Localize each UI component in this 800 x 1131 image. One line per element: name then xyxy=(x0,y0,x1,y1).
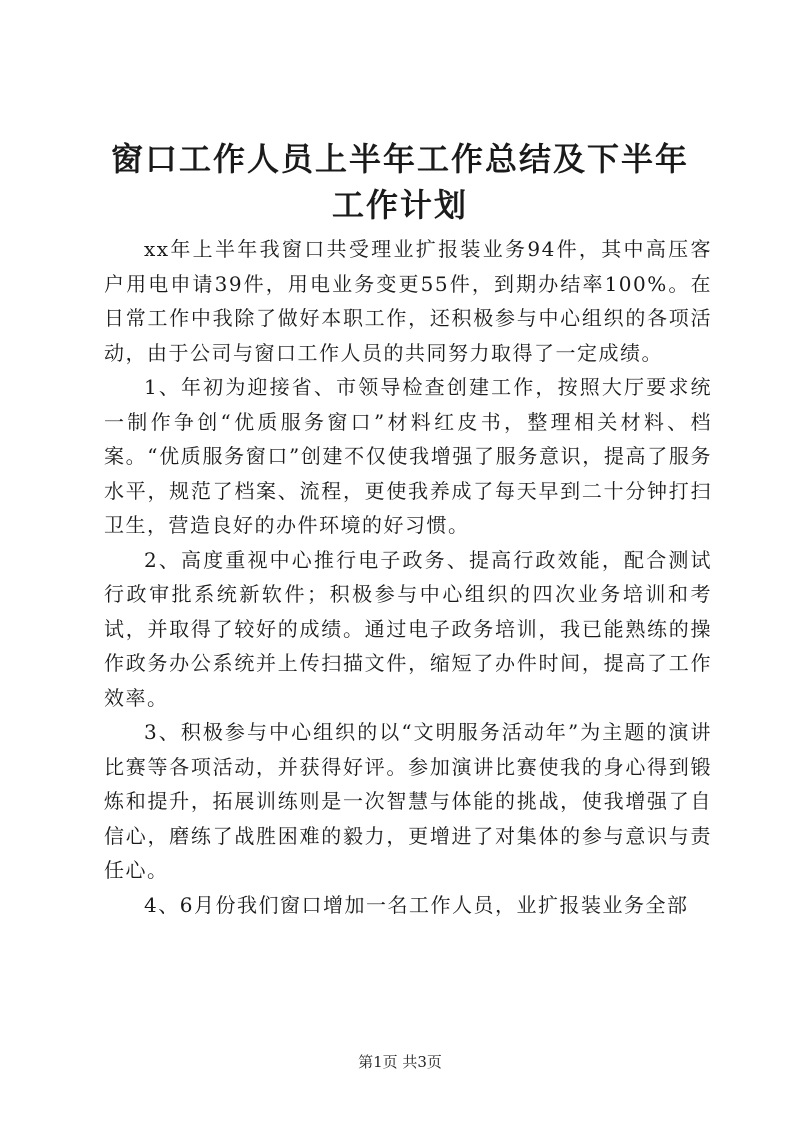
paragraph-item-2: 2、高度重视中心推行电子政务、提高行政效能，配合测试行政审批系统新软件；积极参与中心组织的四次业务培训和考试，并取得了较好的成绩。通过电子政务培训，我已能熟练的操作政务办公系统并上传扫描文件，缩短了办件时间，提高了工作效率。 xyxy=(104,547,712,710)
page-number-footer: 第1页 共3页 xyxy=(358,1053,442,1071)
paragraph-item-4: 4、6月份我们窗口增加一名工作人员，业扩报装业务全部 xyxy=(144,892,689,917)
paragraph-item-1: 1、年初为迎接省、市领导检查创建工作，按照大厅要求统一制作争创“优质服务窗口”材料红皮书，整理相关材料、档案。“优质服务窗口”创建不仅使我增强了服务意识，提高了服务水平，规范了档案、流程，更使我养成了每天早到二十分钟打扫卫生，营造良好的办件环境的好习惯。 xyxy=(104,375,712,537)
document-title: 窗口工作人员上半年工作总结及下半年工作计划 xyxy=(110,140,689,224)
paragraph-intro: xx年上半年我窗口共受理业扩报装业务94件，其中高压客户用电申请39件，用电业务变更55件，到期办结率100%。在日常工作中我除了做好本职工作，还积极参与中心组织的各项活动，由于公司与窗口工作人员的共同努力取得了一定成绩。 xyxy=(104,237,712,365)
paragraph-item-3: 3、积极参与中心组织的以“文明服务活动年”为主题的演讲比赛等各项活动，并获得好评。参加演讲比赛使我的身心得到锻炼和提升，拓展训练则是一次智慧与体能的挑战，使我增强了自信心，磨练了战胜困难的毅力，更增进了对集体的参与意识与责任心。 xyxy=(104,720,712,882)
document-body xyxy=(104,232,712,922)
